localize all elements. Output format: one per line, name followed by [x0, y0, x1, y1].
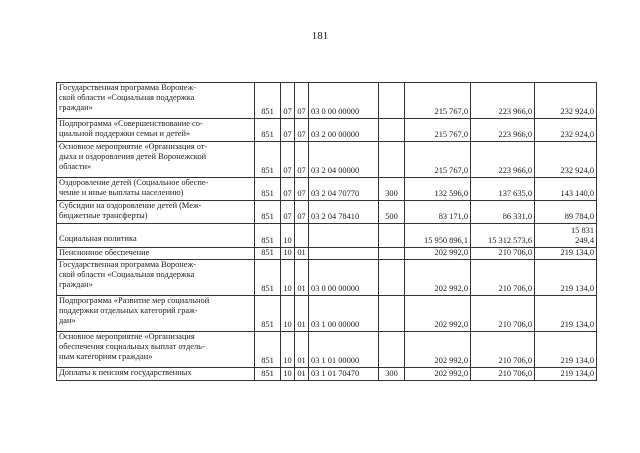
row-name-cell: Доплаты к пенсиям государственных: [57, 368, 255, 381]
expense-type-cell: [379, 260, 405, 296]
table-row: [57, 142, 597, 178]
target-article-cell: 03 1 00 00000: [309, 296, 379, 332]
page-number: 181: [311, 30, 329, 42]
amount-year2-cell: 86 331,0: [471, 201, 535, 224]
section-code-cell: 10: [281, 224, 295, 248]
target-article-cell: 03 1 01 70470: [309, 368, 379, 381]
amount-year2-cell: 210 706,0: [471, 332, 535, 368]
target-article-cell: 03 2 04 70770: [309, 178, 379, 201]
subsection-code-cell: [295, 224, 309, 248]
row-name-cell: Основное мероприятие «Организация обеспечения социальных выплат отдель- ным категориям граждан»: [57, 332, 255, 368]
grbs-code-cell: 851: [255, 224, 281, 248]
amount-year1-cell: 215 767,0: [405, 142, 471, 178]
amount-year3-cell: 219 134,0: [535, 368, 597, 381]
target-article-cell: 03 2 04 00000: [309, 142, 379, 178]
amount-year1-cell: 202 992,0: [405, 296, 471, 332]
amount-year1-cell: 215 767,0: [405, 83, 471, 119]
amount-year2-cell: 15 312 573,6: [471, 224, 535, 248]
subsection-code-cell: 01: [295, 296, 309, 332]
budget-table: [56, 82, 597, 381]
section-code-cell: 10: [281, 368, 295, 381]
expense-type-cell: 300: [379, 178, 405, 201]
table-body: [57, 83, 597, 381]
grbs-code-cell: 851: [255, 248, 281, 260]
expense-type-cell: [379, 296, 405, 332]
subsection-code-cell: 07: [295, 119, 309, 142]
row-name-cell: Пенсионное обеспечение: [57, 248, 255, 260]
expense-type-cell: 300: [379, 368, 405, 381]
amount-year2-cell: 223 966,0: [471, 83, 535, 119]
target-article-cell: 03 2 04 78410: [309, 201, 379, 224]
expense-type-cell: [379, 83, 405, 119]
amount-year1-cell: 15 950 896,1: [405, 224, 471, 248]
section-code-cell: 07: [281, 119, 295, 142]
amount-year1-cell: 215 767,0: [405, 119, 471, 142]
amount-year2-cell: 210 706,0: [471, 296, 535, 332]
target-article-cell: 03 2 00 00000: [309, 119, 379, 142]
table-row: [57, 119, 597, 142]
table-row: [57, 83, 597, 119]
amount-year3-cell: 15 831 249,4: [535, 224, 597, 248]
row-name-cell: Подпрограмма «Развитие мер социальной поддержки отдельных категорий граж- дан»: [57, 296, 255, 332]
table-row: [57, 296, 597, 332]
grbs-code-cell: 851: [255, 119, 281, 142]
amount-year2-cell: 210 706,0: [471, 260, 535, 296]
section-code-cell: 10: [281, 248, 295, 260]
amount-year3-cell: 232 924,0: [535, 142, 597, 178]
amount-year2-cell: 137 635,0: [471, 178, 535, 201]
subsection-code-cell: 01: [295, 248, 309, 260]
amount-year3-cell: 219 134,0: [535, 332, 597, 368]
amount-year3-cell: 219 134,0: [535, 260, 597, 296]
subsection-code-cell: 01: [295, 260, 309, 296]
amount-year2-cell: 210 706,0: [471, 248, 535, 260]
amount-year3-cell: 89 784,0: [535, 201, 597, 224]
amount-year3-cell: 143 140,0: [535, 178, 597, 201]
grbs-code-cell: 851: [255, 296, 281, 332]
target-article-cell: [309, 248, 379, 260]
row-name-cell: Основное мероприятие «Организация от- дыха и оздоровления детей Воронежской области»: [57, 142, 255, 178]
row-name-cell: Государственная программа Воронеж- ской области «Социальная поддержка граждан»: [57, 260, 255, 296]
grbs-code-cell: 851: [255, 260, 281, 296]
section-code-cell: 10: [281, 296, 295, 332]
section-code-cell: 07: [281, 83, 295, 119]
expense-type-cell: [379, 142, 405, 178]
amount-year1-cell: 83 171,0: [405, 201, 471, 224]
table-row: [57, 201, 597, 224]
grbs-code-cell: 851: [255, 368, 281, 381]
amount-year3-cell: 232 924,0: [535, 83, 597, 119]
table-row: [57, 332, 597, 368]
amount-year1-cell: 202 992,0: [405, 332, 471, 368]
amount-year2-cell: 223 966,0: [471, 142, 535, 178]
amount-year1-cell: 202 992,0: [405, 248, 471, 260]
grbs-code-cell: 851: [255, 201, 281, 224]
target-article-cell: 03 0 00 00000: [309, 83, 379, 119]
target-article-cell: 03 0 00 00000: [309, 260, 379, 296]
amount-year1-cell: 202 992,0: [405, 260, 471, 296]
subsection-code-cell: 01: [295, 332, 309, 368]
grbs-code-cell: 851: [255, 332, 281, 368]
section-code-cell: 10: [281, 260, 295, 296]
row-name-cell: Субсидии на оздоровление детей (Меж- бюджетные трансферты): [57, 201, 255, 224]
expense-type-cell: [379, 224, 405, 248]
subsection-code-cell: 07: [295, 83, 309, 119]
table-row: [57, 178, 597, 201]
subsection-code-cell: 07: [295, 178, 309, 201]
section-code-cell: 10: [281, 332, 295, 368]
subsection-code-cell: 01: [295, 368, 309, 381]
grbs-code-cell: 851: [255, 142, 281, 178]
subsection-code-cell: 07: [295, 142, 309, 178]
grbs-code-cell: 851: [255, 178, 281, 201]
table-row: [57, 368, 597, 381]
target-article-cell: [309, 224, 379, 248]
row-name-cell: Социальная политика: [57, 224, 255, 248]
amount-year2-cell: 210 706,0: [471, 368, 535, 381]
section-code-cell: 07: [281, 178, 295, 201]
expense-type-cell: [379, 119, 405, 142]
table-row: [57, 224, 597, 248]
expense-type-cell: 500: [379, 201, 405, 224]
row-name-cell: Государственная программа Воронеж- ской области «Социальная поддержка граждан»: [57, 83, 255, 119]
row-name-cell: Оздоровление детей (Социальное обеспе- чение и иные выплаты населению): [57, 178, 255, 201]
expense-type-cell: [379, 248, 405, 260]
subsection-code-cell: 07: [295, 201, 309, 224]
expense-type-cell: [379, 332, 405, 368]
amount-year3-cell: 219 134,0: [535, 296, 597, 332]
row-name-cell: Подпрограмма «Совершенствование со- циальной поддержки семьи и детей»: [57, 119, 255, 142]
table-row: [57, 260, 597, 296]
table-row: [57, 248, 597, 260]
amount-year3-cell: 232 924,0: [535, 119, 597, 142]
section-code-cell: 07: [281, 201, 295, 224]
grbs-code-cell: 851: [255, 83, 281, 119]
amount-year2-cell: 223 966,0: [471, 119, 535, 142]
target-article-cell: 03 1 01 00000: [309, 332, 379, 368]
amount-year1-cell: 132 596,0: [405, 178, 471, 201]
amount-year1-cell: 202 992,0: [405, 368, 471, 381]
section-code-cell: 07: [281, 142, 295, 178]
amount-year3-cell: 219 134,0: [535, 248, 597, 260]
